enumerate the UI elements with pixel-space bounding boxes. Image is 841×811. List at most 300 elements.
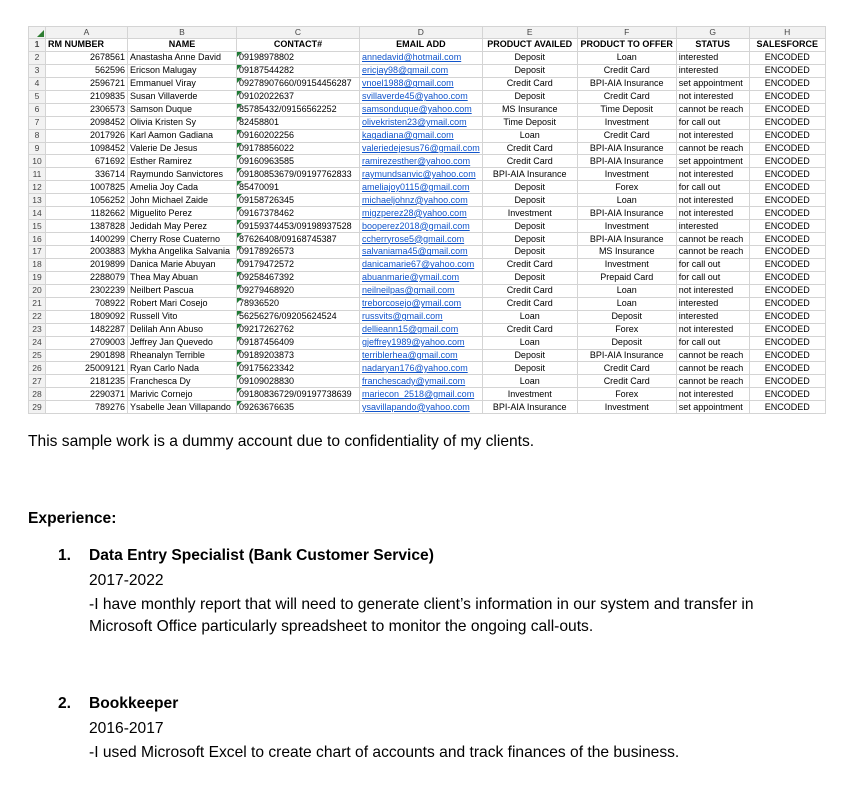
row-number[interactable]: 28 bbox=[29, 388, 46, 401]
status-cell[interactable]: cannot be reach bbox=[676, 362, 749, 375]
product-to-offer-cell[interactable]: Prepaid Card bbox=[577, 271, 676, 284]
salesforce-cell[interactable]: ENCODED bbox=[749, 388, 825, 401]
row-number[interactable]: 3 bbox=[29, 64, 46, 77]
product-to-offer-cell[interactable]: Loan bbox=[577, 297, 676, 310]
product-to-offer-cell[interactable]: Credit Card bbox=[577, 362, 676, 375]
email-cell[interactable]: ysavillapando@yahoo.com bbox=[360, 401, 483, 414]
rm-number-cell[interactable]: 2181235 bbox=[46, 375, 128, 388]
product-availed-cell[interactable]: BPI-AIA Insurance bbox=[482, 168, 577, 181]
name-cell[interactable]: Ysabelle Jean Villapando bbox=[128, 401, 237, 414]
row-number[interactable]: 2 bbox=[29, 51, 46, 64]
product-to-offer-cell[interactable]: Forex bbox=[577, 323, 676, 336]
row-number[interactable]: 23 bbox=[29, 323, 46, 336]
row-number[interactable]: 21 bbox=[29, 297, 46, 310]
salesforce-cell[interactable]: ENCODED bbox=[749, 246, 825, 259]
product-availed-cell[interactable]: Deposit bbox=[482, 220, 577, 233]
rm-number-cell[interactable]: 2003883 bbox=[46, 246, 128, 259]
status-cell[interactable]: cannot be reach bbox=[676, 142, 749, 155]
contact-cell[interactable] bbox=[237, 375, 360, 388]
contact-text: 09180836729/09197738639 bbox=[239, 388, 352, 399]
row-number[interactable]: 18 bbox=[29, 258, 46, 271]
rm-number-cell[interactable]: 562596 bbox=[46, 64, 128, 77]
table-row bbox=[29, 129, 826, 142]
product-to-offer-cell[interactable]: Investment bbox=[577, 220, 676, 233]
product-to-offer-cell[interactable]: Deposit bbox=[577, 336, 676, 349]
product-to-offer-cell[interactable]: BPI-AIA Insurance bbox=[577, 142, 676, 155]
contact-text: 09258467392 bbox=[239, 272, 295, 283]
name-cell[interactable]: Amelia Joy Cada bbox=[128, 181, 237, 194]
status-cell[interactable]: cannot be reach bbox=[676, 349, 749, 362]
status-cell[interactable]: cannot be reach bbox=[676, 103, 749, 116]
status-cell[interactable]: interested bbox=[676, 310, 749, 323]
contact-cell[interactable] bbox=[237, 129, 360, 142]
contact-cell[interactable] bbox=[237, 388, 360, 401]
header-cell[interactable]: SALESFORCE bbox=[749, 39, 825, 52]
email-cell[interactable]: treborcosejo@ymail.com bbox=[360, 297, 483, 310]
status-cell[interactable]: for call out bbox=[676, 271, 749, 284]
name-cell[interactable]: Samson Duque bbox=[128, 103, 237, 116]
product-availed-cell[interactable]: Deposit bbox=[482, 181, 577, 194]
email-cell[interactable]: ameliajoy0115@gmail.com bbox=[360, 181, 483, 194]
product-to-offer-cell[interactable]: BPI-AIA Insurance bbox=[577, 207, 676, 220]
product-to-offer-cell[interactable]: BPI-AIA Insurance bbox=[577, 77, 676, 90]
product-availed-cell[interactable]: Deposit bbox=[482, 64, 577, 77]
status-cell[interactable]: interested bbox=[676, 220, 749, 233]
contact-cell[interactable] bbox=[237, 64, 360, 77]
email-cell[interactable]: dellieann15@gmail.com bbox=[360, 323, 483, 336]
contact-cell[interactable] bbox=[237, 246, 360, 259]
salesforce-cell[interactable]: ENCODED bbox=[749, 323, 825, 336]
name-cell[interactable]: Jedidah May Perez bbox=[128, 220, 237, 233]
rm-number-cell[interactable]: 2019899 bbox=[46, 258, 128, 271]
contact-cell[interactable] bbox=[237, 349, 360, 362]
email-cell[interactable]: svillaverde45@yahoo.com bbox=[360, 90, 483, 103]
row-number[interactable]: 9 bbox=[29, 142, 46, 155]
number-stored-as-text-indicator-icon bbox=[237, 337, 242, 342]
salesforce-cell[interactable]: ENCODED bbox=[749, 284, 825, 297]
product-availed-cell[interactable]: MS Insurance bbox=[482, 103, 577, 116]
contact-text: 78936520 bbox=[239, 298, 280, 309]
product-to-offer-cell[interactable]: Credit Card bbox=[577, 64, 676, 77]
header-cell[interactable]: STATUS bbox=[676, 39, 749, 52]
contact-text: 09189203873 bbox=[239, 349, 295, 360]
table-row bbox=[29, 142, 826, 155]
header-cell[interactable]: CONTACT# bbox=[237, 39, 360, 52]
name-cell[interactable]: Ericson Malugay bbox=[128, 64, 237, 77]
product-to-offer-cell[interactable]: Deposit bbox=[577, 310, 676, 323]
product-availed-cell[interactable]: Deposit bbox=[482, 233, 577, 246]
name-cell[interactable]: Susan Villaverde bbox=[128, 90, 237, 103]
name-cell[interactable]: Delilah Ann Abuso bbox=[128, 323, 237, 336]
rm-number-cell[interactable]: 1387828 bbox=[46, 220, 128, 233]
contact-cell[interactable] bbox=[237, 258, 360, 271]
rm-number-cell[interactable]: 2709003 bbox=[46, 336, 128, 349]
status-cell[interactable]: not interested bbox=[676, 168, 749, 181]
product-to-offer-cell[interactable]: Credit Card bbox=[577, 375, 676, 388]
contact-cell[interactable] bbox=[237, 362, 360, 375]
rm-number-cell[interactable]: 1098452 bbox=[46, 142, 128, 155]
contact-cell[interactable] bbox=[237, 401, 360, 414]
product-availed-cell[interactable]: Credit Card bbox=[482, 155, 577, 168]
rm-number-cell[interactable]: 1809092 bbox=[46, 310, 128, 323]
table-row bbox=[29, 103, 826, 116]
product-to-offer-cell[interactable]: Investment bbox=[577, 116, 676, 129]
row-number[interactable]: 12 bbox=[29, 181, 46, 194]
product-to-offer-cell[interactable]: Loan bbox=[577, 51, 676, 64]
rm-number-cell[interactable]: 336714 bbox=[46, 168, 128, 181]
salesforce-cell[interactable]: ENCODED bbox=[749, 349, 825, 362]
name-cell[interactable]: Franchesca Dy bbox=[128, 375, 237, 388]
contact-cell[interactable] bbox=[237, 336, 360, 349]
salesforce-cell[interactable]: ENCODED bbox=[749, 207, 825, 220]
header-cell[interactable]: EMAIL ADD bbox=[360, 39, 483, 52]
status-cell[interactable]: for call out bbox=[676, 116, 749, 129]
email-cell[interactable]: ramirezesther@yahoo.com bbox=[360, 155, 483, 168]
row-number[interactable]: 13 bbox=[29, 194, 46, 207]
row-number[interactable]: 26 bbox=[29, 362, 46, 375]
name-cell[interactable]: Ryan Carlo Nada bbox=[128, 362, 237, 375]
name-cell[interactable]: Jeffrey Jan Quevedo bbox=[128, 336, 237, 349]
contact-cell[interactable] bbox=[237, 310, 360, 323]
status-cell[interactable]: not interested bbox=[676, 388, 749, 401]
row-number[interactable]: 25 bbox=[29, 349, 46, 362]
email-cell[interactable]: terriblerhea@gmail.com bbox=[360, 349, 483, 362]
name-cell[interactable]: Marivic Cornejo bbox=[128, 388, 237, 401]
status-cell[interactable]: set appointment bbox=[676, 401, 749, 414]
row-number[interactable]: 17 bbox=[29, 246, 46, 259]
job-years: 2017-2022 bbox=[89, 572, 164, 589]
row-number[interactable]: 29 bbox=[29, 401, 46, 414]
status-cell[interactable]: set appointment bbox=[676, 155, 749, 168]
contact-text: 09178926573 bbox=[239, 246, 295, 257]
product-to-offer-cell[interactable]: BPI-AIA Insurance bbox=[577, 349, 676, 362]
salesforce-cell[interactable]: ENCODED bbox=[749, 116, 825, 129]
product-to-offer-cell[interactable]: MS Insurance bbox=[577, 246, 676, 259]
contact-cell[interactable] bbox=[237, 181, 360, 194]
row-number[interactable]: 20 bbox=[29, 284, 46, 297]
table-row bbox=[29, 168, 826, 181]
status-cell[interactable]: cannot be reach bbox=[676, 246, 749, 259]
table-row bbox=[29, 401, 826, 414]
rm-number-cell[interactable]: 2901898 bbox=[46, 349, 128, 362]
product-availed-cell[interactable]: Credit Card bbox=[482, 77, 577, 90]
number-stored-as-text-indicator-icon bbox=[237, 104, 242, 109]
rm-number-cell[interactable]: 1400299 bbox=[46, 233, 128, 246]
salesforce-cell[interactable]: ENCODED bbox=[749, 77, 825, 90]
product-availed-cell[interactable]: Investment bbox=[482, 207, 577, 220]
column-letter[interactable]: E bbox=[482, 27, 577, 39]
rm-number-cell[interactable]: 2290371 bbox=[46, 388, 128, 401]
salesforce-cell[interactable]: ENCODED bbox=[749, 336, 825, 349]
status-cell[interactable]: not interested bbox=[676, 323, 749, 336]
email-cell[interactable]: vnoel1988@gmail.com bbox=[360, 77, 483, 90]
contact-cell[interactable] bbox=[237, 90, 360, 103]
contact-cell[interactable] bbox=[237, 155, 360, 168]
rm-number-cell[interactable]: 2017926 bbox=[46, 129, 128, 142]
product-availed-cell[interactable]: Deposit bbox=[482, 362, 577, 375]
email-cell[interactable]: ccherryrose5@gmail.com bbox=[360, 233, 483, 246]
list-number: 2. bbox=[58, 695, 72, 712]
row-number[interactable]: 15 bbox=[29, 220, 46, 233]
row-number[interactable]: 4 bbox=[29, 77, 46, 90]
email-cell[interactable]: raymundsanvic@yahoo.com bbox=[360, 168, 483, 181]
product-availed-cell[interactable]: Deposit bbox=[482, 51, 577, 64]
number-stored-as-text-indicator-icon bbox=[237, 52, 242, 57]
product-availed-cell[interactable]: Loan bbox=[482, 375, 577, 388]
salesforce-cell[interactable]: ENCODED bbox=[749, 155, 825, 168]
product-to-offer-cell[interactable]: Credit Card bbox=[577, 129, 676, 142]
salesforce-cell[interactable]: ENCODED bbox=[749, 258, 825, 271]
name-cell[interactable]: Olivia Kristen Sy bbox=[128, 116, 237, 129]
contact-cell[interactable] bbox=[237, 284, 360, 297]
salesforce-cell[interactable]: ENCODED bbox=[749, 271, 825, 284]
row-number[interactable]: 14 bbox=[29, 207, 46, 220]
contact-cell[interactable] bbox=[237, 271, 360, 284]
status-cell[interactable]: interested bbox=[676, 297, 749, 310]
salesforce-cell[interactable]: ENCODED bbox=[749, 297, 825, 310]
contact-cell[interactable] bbox=[237, 220, 360, 233]
status-cell[interactable]: not interested bbox=[676, 194, 749, 207]
name-cell[interactable]: Cherry Rose Cuaterno bbox=[128, 233, 237, 246]
rm-number-cell[interactable]: 708922 bbox=[46, 297, 128, 310]
salesforce-cell[interactable]: ENCODED bbox=[749, 168, 825, 181]
product-availed-cell[interactable]: Credit Card bbox=[482, 323, 577, 336]
email-cell[interactable]: gjeffrey1989@yahoo.com bbox=[360, 336, 483, 349]
row-number[interactable]: 7 bbox=[29, 116, 46, 129]
name-cell[interactable]: Miguelito Perez bbox=[128, 207, 237, 220]
table-row bbox=[29, 297, 826, 310]
salesforce-cell[interactable]: ENCODED bbox=[749, 220, 825, 233]
salesforce-cell[interactable]: ENCODED bbox=[749, 181, 825, 194]
product-availed-cell[interactable]: Loan bbox=[482, 336, 577, 349]
email-cell[interactable]: kagadiana@gmail.com bbox=[360, 129, 483, 142]
contact-cell[interactable] bbox=[237, 323, 360, 336]
product-to-offer-cell[interactable]: Investment bbox=[577, 258, 676, 271]
header-cell[interactable]: RM NUMBER bbox=[46, 39, 128, 52]
email-cell[interactable]: ericjay98@gmail.com bbox=[360, 64, 483, 77]
salesforce-cell[interactable]: ENCODED bbox=[749, 103, 825, 116]
header-cell[interactable]: PRODUCT TO OFFER bbox=[577, 39, 676, 52]
row-number[interactable]: 11 bbox=[29, 168, 46, 181]
status-cell[interactable]: not interested bbox=[676, 90, 749, 103]
email-cell[interactable]: nadaryan176@yahoo.com bbox=[360, 362, 483, 375]
number-stored-as-text-indicator-icon bbox=[237, 181, 242, 186]
product-availed-cell[interactable]: Deposit bbox=[482, 271, 577, 284]
salesforce-cell[interactable]: ENCODED bbox=[749, 362, 825, 375]
name-cell[interactable]: Russell Vito bbox=[128, 310, 237, 323]
name-cell[interactable]: Danica Marie Abuyan bbox=[128, 258, 237, 271]
status-cell[interactable]: cannot be reach bbox=[676, 375, 749, 388]
rm-number-cell[interactable]: 2678561 bbox=[46, 51, 128, 64]
row-number[interactable]: 19 bbox=[29, 271, 46, 284]
salesforce-cell[interactable]: ENCODED bbox=[749, 142, 825, 155]
product-to-offer-cell[interactable]: Forex bbox=[577, 181, 676, 194]
rm-number-cell[interactable]: 2306573 bbox=[46, 103, 128, 116]
column-letter[interactable]: C bbox=[237, 27, 360, 39]
status-cell[interactable]: cannot be reach bbox=[676, 233, 749, 246]
table-row bbox=[29, 310, 826, 323]
salesforce-cell[interactable]: ENCODED bbox=[749, 51, 825, 64]
number-stored-as-text-indicator-icon bbox=[237, 78, 242, 83]
status-cell[interactable]: interested bbox=[676, 51, 749, 64]
rm-number-cell[interactable]: 1007825 bbox=[46, 181, 128, 194]
name-cell[interactable]: Karl Aamon Gadiana bbox=[128, 129, 237, 142]
product-to-offer-cell[interactable]: Forex bbox=[577, 388, 676, 401]
number-stored-as-text-indicator-icon bbox=[237, 246, 242, 251]
rm-number-cell[interactable]: 789276 bbox=[46, 401, 128, 414]
product-to-offer-cell[interactable]: BPI-AIA Insurance bbox=[577, 155, 676, 168]
email-cell[interactable]: migzperez28@yahoo.com bbox=[360, 207, 483, 220]
row-number[interactable]: 8 bbox=[29, 129, 46, 142]
row-number[interactable]: 27 bbox=[29, 375, 46, 388]
row-number[interactable]: 10 bbox=[29, 155, 46, 168]
rm-number-cell[interactable]: 2098452 bbox=[46, 116, 128, 129]
rm-number-cell[interactable]: 1056252 bbox=[46, 194, 128, 207]
header-cell[interactable]: PRODUCT AVAILED bbox=[482, 39, 577, 52]
contact-cell[interactable] bbox=[237, 103, 360, 116]
salesforce-cell[interactable]: ENCODED bbox=[749, 310, 825, 323]
rm-number-cell[interactable]: 25009121 bbox=[46, 362, 128, 375]
rm-number-cell[interactable]: 2109835 bbox=[46, 90, 128, 103]
column-letter[interactable]: A bbox=[46, 27, 128, 39]
contact-text: 09180853679/09197762833 bbox=[239, 168, 352, 179]
status-cell[interactable]: interested bbox=[676, 64, 749, 77]
job-description: -I have monthly report that will need to generate client’s information in our system and transfer in Microsoft Office particularly spreadsheet to monitor the ongoing call-outs. bbox=[89, 596, 754, 635]
contact-cell[interactable] bbox=[237, 233, 360, 246]
table-row bbox=[29, 181, 826, 194]
product-availed-cell[interactable]: Deposit bbox=[482, 349, 577, 362]
name-cell[interactable]: Mykha Angelika Salvania bbox=[128, 246, 237, 259]
table-row bbox=[29, 246, 826, 259]
product-to-offer-cell[interactable]: Loan bbox=[577, 194, 676, 207]
salesforce-cell[interactable]: ENCODED bbox=[749, 129, 825, 142]
rm-number-cell[interactable]: 2302239 bbox=[46, 284, 128, 297]
email-cell[interactable]: abuanmarie@ymail.com bbox=[360, 271, 483, 284]
product-availed-cell[interactable]: BPI-AIA Insurance bbox=[482, 401, 577, 414]
name-cell[interactable]: Raymundo Sanvictores bbox=[128, 168, 237, 181]
number-stored-as-text-indicator-icon bbox=[237, 194, 242, 199]
name-cell[interactable]: Anastasha Anne David bbox=[128, 51, 237, 64]
email-cell[interactable]: mariecon_2518@gmail.com bbox=[360, 388, 483, 401]
product-to-offer-cell[interactable]: Time Deposit bbox=[577, 103, 676, 116]
product-availed-cell[interactable]: Credit Card bbox=[482, 284, 577, 297]
header-cell[interactable]: NAME bbox=[128, 39, 237, 52]
email-cell[interactable]: neilneilpas@gmail.com bbox=[360, 284, 483, 297]
email-cell[interactable]: olivekristen23@ymail.com bbox=[360, 116, 483, 129]
salesforce-cell[interactable]: ENCODED bbox=[749, 401, 825, 414]
email-cell[interactable]: booperez2018@gmail.com bbox=[360, 220, 483, 233]
salesforce-cell[interactable]: ENCODED bbox=[749, 375, 825, 388]
contact-cell[interactable] bbox=[237, 194, 360, 207]
name-cell[interactable]: Neilbert Pascua bbox=[128, 284, 237, 297]
email-cell[interactable]: russvits@gmail.com bbox=[360, 310, 483, 323]
product-availed-cell[interactable]: Time Deposit bbox=[482, 116, 577, 129]
product-to-offer-cell[interactable]: Credit Card bbox=[577, 90, 676, 103]
product-availed-cell[interactable]: Credit Card bbox=[482, 142, 577, 155]
column-letter[interactable]: D bbox=[360, 27, 483, 39]
email-cell[interactable]: michaeljohnz@yahoo.com bbox=[360, 194, 483, 207]
rm-number-cell[interactable]: 2596721 bbox=[46, 77, 128, 90]
row-number[interactable]: 5 bbox=[29, 90, 46, 103]
contact-cell[interactable] bbox=[237, 297, 360, 310]
salesforce-cell[interactable]: ENCODED bbox=[749, 194, 825, 207]
product-to-offer-cell[interactable]: BPI-AIA Insurance bbox=[577, 233, 676, 246]
row-number[interactable]: 1 bbox=[29, 39, 46, 52]
contact-cell[interactable] bbox=[237, 116, 360, 129]
product-availed-cell[interactable]: Credit Card bbox=[482, 297, 577, 310]
status-cell[interactable]: set appointment bbox=[676, 77, 749, 90]
row-number[interactable]: 24 bbox=[29, 336, 46, 349]
product-availed-cell[interactable]: Deposit bbox=[482, 246, 577, 259]
job-title: Data Entry Specialist (Bank Customer Service) bbox=[89, 547, 434, 564]
table-row bbox=[29, 77, 826, 90]
status-cell[interactable]: not interested bbox=[676, 284, 749, 297]
row-number[interactable]: 16 bbox=[29, 233, 46, 246]
column-letter[interactable]: B bbox=[128, 27, 237, 39]
name-cell[interactable]: Emmanuel Viray bbox=[128, 77, 237, 90]
select-all-corner[interactable] bbox=[29, 27, 46, 39]
email-cell[interactable]: valeriedejesus76@gmail.com bbox=[360, 142, 483, 155]
product-to-offer-cell[interactable]: Investment bbox=[577, 168, 676, 181]
salesforce-cell[interactable]: ENCODED bbox=[749, 233, 825, 246]
name-cell[interactable]: Valerie De Jesus bbox=[128, 142, 237, 155]
contact-cell[interactable] bbox=[237, 142, 360, 155]
salesforce-cell[interactable]: ENCODED bbox=[749, 64, 825, 77]
number-stored-as-text-indicator-icon bbox=[237, 207, 242, 212]
rm-number-cell[interactable]: 1182662 bbox=[46, 207, 128, 220]
column-letter[interactable]: F bbox=[577, 27, 676, 39]
product-availed-cell[interactable]: Deposit bbox=[482, 90, 577, 103]
contact-cell[interactable] bbox=[237, 51, 360, 64]
row-number[interactable]: 22 bbox=[29, 310, 46, 323]
product-availed-cell[interactable]: Investment bbox=[482, 388, 577, 401]
email-cell[interactable]: salvaniama45@gmail.com bbox=[360, 246, 483, 259]
column-letter[interactable]: H bbox=[749, 27, 825, 39]
product-to-offer-cell[interactable]: Investment bbox=[577, 401, 676, 414]
salesforce-cell[interactable]: ENCODED bbox=[749, 90, 825, 103]
row-number[interactable]: 6 bbox=[29, 103, 46, 116]
product-to-offer-cell[interactable]: Loan bbox=[577, 284, 676, 297]
email-cell[interactable]: franchescady@ymail.com bbox=[360, 375, 483, 388]
name-cell[interactable]: John Michael Zaide bbox=[128, 194, 237, 207]
contact-text: 09160963585 bbox=[239, 155, 295, 166]
status-cell[interactable]: not interested bbox=[676, 207, 749, 220]
product-availed-cell[interactable]: Deposit bbox=[482, 194, 577, 207]
product-availed-cell[interactable]: Loan bbox=[482, 310, 577, 323]
status-cell[interactable]: for call out bbox=[676, 181, 749, 194]
rm-number-cell[interactable]: 671692 bbox=[46, 155, 128, 168]
email-cell[interactable]: danicamarie67@yahoo.com bbox=[360, 258, 483, 271]
column-letter[interactable]: G bbox=[676, 27, 749, 39]
product-availed-cell[interactable]: Credit Card bbox=[482, 258, 577, 271]
contact-cell[interactable] bbox=[237, 168, 360, 181]
name-cell[interactable]: Esther Ramirez bbox=[128, 155, 237, 168]
contact-cell[interactable] bbox=[237, 77, 360, 90]
number-stored-as-text-indicator-icon bbox=[237, 375, 242, 380]
status-cell[interactable]: for call out bbox=[676, 336, 749, 349]
name-cell[interactable]: Robert Mari Cosejo bbox=[128, 297, 237, 310]
status-cell[interactable]: for call out bbox=[676, 258, 749, 271]
email-cell[interactable]: samsonduque@yahoo.com bbox=[360, 103, 483, 116]
name-cell[interactable]: Thea May Abuan bbox=[128, 271, 237, 284]
rm-number-cell[interactable]: 1482287 bbox=[46, 323, 128, 336]
rm-number-cell[interactable]: 2288079 bbox=[46, 271, 128, 284]
status-cell[interactable]: not interested bbox=[676, 129, 749, 142]
email-cell[interactable]: annedavid@hotmail.com bbox=[360, 51, 483, 64]
name-cell[interactable]: Rheanalyn Terrible bbox=[128, 349, 237, 362]
contact-cell[interactable] bbox=[237, 207, 360, 220]
product-availed-cell[interactable]: Loan bbox=[482, 129, 577, 142]
